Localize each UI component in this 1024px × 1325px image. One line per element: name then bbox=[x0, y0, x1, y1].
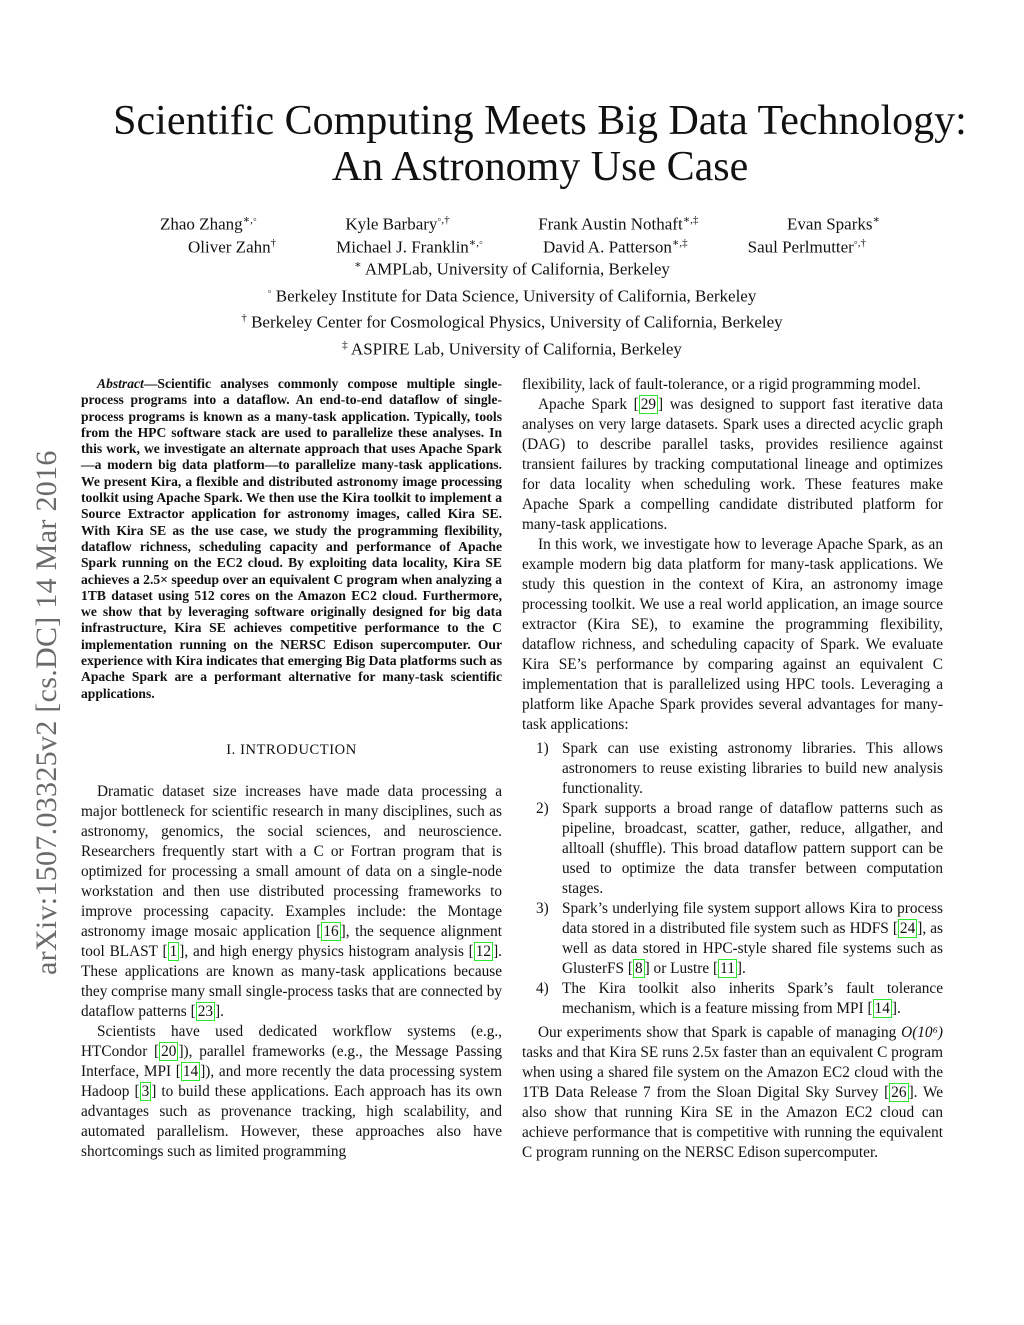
list-item: 2) Spark supports a broad range of dataflow patterns such as pipeline, broadcast, scatter, gather, reduce, allgather, and alltoall (shuffle). This broad dataflow pattern support can be used to optimize the data transfer between computation stages. bbox=[536, 800, 943, 897]
citation-link[interactable]: 16 bbox=[323, 922, 339, 940]
citation-link[interactable]: 26 bbox=[891, 1084, 907, 1101]
author: Michael J. Franklin∗,◦ bbox=[336, 237, 483, 257]
affiliation: ‡ ASPIRE Lab, University of California, Berkeley bbox=[342, 338, 682, 359]
paragraph-this-work: In this work, we investigate how to leverage Apache Spark, as an example modern big data platform for many-task applications. We study this question in the context of Kira, an astronomy image processing toolkit. We use a real world application, an image source extractor (Kira SE), to examine the programming flexibility, dataflow richness, and scheduling capacity of Spark. We evaluate Kira SE’s performance by comparing against an equivalent C implementation that is parallelized using HPC tools. Leveraging a platform like Apache Spark provides several advantages for many-task applications: bbox=[522, 536, 943, 733]
affiliation: † Berkeley Center for Cosmological Physics, University of California, Berkeley bbox=[241, 312, 783, 332]
abstract: Abstract—Scientific analyses commonly compose multiple single-process programs into a dataflow. An end-to-end dataflow of single-process programs is known as a many-task application. Typically, tools from the HPC software stack are used to parallelize these analyses. In this work, we investigate an alternate approach that uses Apache Spark—a modern big data platform—to parallelize many-task applications. We present Kira, a flexible and distributed astronomy image processing toolkit using Apache Spark. We then use the Kira toolkit to implement a Source Extractor application for astronomy images, called Kira SE. With Kira SE as the use case, we study the programming flexibility, dataflow richness, scheduling capacity and performance of Apache Spark running on the EC2 cloud. By exploiting data locality, Kira SE achieves a 2.5× speedup over an equivalent C program when analyzing a 1TB dataset using 512 cores on the Amazon EC2 cloud. Furthermore, we show that by leveraging software originally designed for big data infrastructure, Kira SE achieves competitive performance to the C implementation running on the NERSC Edison supercomputer. Our experience with Kira indicates that emerging Big Data platforms such as Apache Spark are a performant alternative for many-task scientific applications. bbox=[81, 376, 502, 701]
paragraph-continued: flexibility, lack of fault-tolerance, or a rigid programming model. bbox=[522, 376, 921, 393]
paragraph-apache-spark: Apache Spark [ 29 ] was designed to support fast iterative data analyses on very large datasets. Spark uses a directed acyclic graph (DAG) to describe parallel tasks, provides resilience against transient failures by tracking computational lineage and optimizes for data locality when scheduling work. These features make Apache Spark a compelling candidate distributed platform for many-task applications. bbox=[522, 396, 943, 533]
author-row-2 bbox=[160, 232, 880, 255]
paper-title-line-2: An Astronomy Use Case bbox=[331, 144, 749, 190]
list-item: 4) The Kira toolkit also inherits Spark’s fault tolerance mechanism, which is a feature missing from MPI [ 14 ]. bbox=[536, 980, 943, 1017]
arxiv-identifier: arXiv:1507.03325v2 [cs.DC] 14 Mar 2016 bbox=[30, 450, 63, 975]
citation-link[interactable]: 1 bbox=[169, 942, 178, 960]
citation-link[interactable]: 14 bbox=[874, 1000, 890, 1017]
affiliation-list bbox=[112, 254, 912, 361]
affiliation: ∗ AMPLab, University of California, Berkeley bbox=[354, 259, 670, 279]
citation-link[interactable]: 14 bbox=[182, 1062, 199, 1080]
author: Oliver Zahn† bbox=[188, 237, 277, 257]
intro-paragraph-1: Dramatic dataset size increases have made data processing a major bottleneck for scientific research in many disciplines, such as astronomy, genomics, the social sciences, and neuroscience. Researchers frequently start with a C or Fortran program that is optimized for processing a small amount of data on a single-node workstation and then use distributed processing frameworks to improve processing capacity. Examples include: the Montage astronomy image mosaic application [ 16 ], the sequence alignment tool BLAST [ 1 ], and high energy physics histogram analysis [ 12 ]. These applications are known as many-task applications because they comprise many small single-process tasks that are connected by dataflow patterns [ 23 ]. bbox=[81, 782, 502, 1020]
author-list bbox=[160, 209, 880, 255]
citation-link[interactable]: 29 bbox=[640, 396, 657, 413]
citation-link[interactable]: 12 bbox=[475, 942, 492, 960]
list-item: 3) Spark’s underlying file system support allows Kira to process data stored in a distributed file system such as HDFS [ 24 ], as well as data stored in HPC-style shared file systems such as GlusterFS [ 8 ] or Lustre [ 11 ]. bbox=[536, 900, 943, 977]
citation-link[interactable]: 20 bbox=[161, 1042, 177, 1060]
citation-link[interactable]: 23 bbox=[197, 1002, 213, 1020]
citation-link[interactable]: 3 bbox=[141, 1082, 150, 1100]
author: Kyle Barbary◦,† bbox=[345, 214, 450, 234]
author: David A. Patterson∗,‡ bbox=[542, 237, 688, 257]
citation-link[interactable]: 24 bbox=[899, 920, 916, 937]
math-expression: O(10⁶) bbox=[901, 1024, 943, 1041]
paragraph-experiments: Our experiments show that Spark is capable of managing O(10⁶) tasks and that Kira SE runs 2.5x faster than an equivalent C program when using a shared file system on the Amazon EC2 cloud with the 1TB Data Release 7 from the Sloan Digital Sky Survey [ 26 ]. We also show that running Kira SE in the Amazon EC2 cloud can achieve performance that is competitive with running the equivalent C program running on the NERSC Edison supercomputer. bbox=[522, 1024, 944, 1161]
intro-paragraph-2: Scientists have used dedicated workflow systems (e.g., HTCondor [ 20 ]), parallel frameworks (e.g., the Message Passing Interface, MPI [ 14 ]), and more recently the data processing system Hadoop [ 3 ] to build these applications. Each approach has its own advantages such as provenance tracking, high scalability, and automated parallelism. However, these approaches also have shortcomings such as limited programming bbox=[81, 1022, 503, 1160]
affiliation: ◦ Berkeley Institute for Data Science, University of California, Berkeley bbox=[267, 285, 757, 306]
author: Zhao Zhang∗,◦ bbox=[160, 214, 257, 234]
right-column bbox=[522, 375, 943, 1163]
author-row-1 bbox=[160, 209, 880, 232]
left-column bbox=[81, 376, 502, 1162]
author: Frank Austin Nothaft∗,‡ bbox=[538, 214, 699, 234]
citation-link[interactable]: 8 bbox=[634, 960, 643, 977]
author: Saul Perlmutter◦,† bbox=[747, 237, 866, 257]
citation-link[interactable]: 11 bbox=[720, 960, 735, 977]
list-item: 1) Spark can use existing astronomy libraries. This allows astronomers to reuse existing libraries to build new analysis functionality. bbox=[536, 740, 943, 797]
author: Evan Sparks∗ bbox=[787, 214, 880, 234]
section-heading-introduction: I. INTRODUCTION bbox=[226, 741, 357, 758]
paper-title-line-1: Scientific Computing Meets Big Data Technology: bbox=[113, 98, 967, 144]
